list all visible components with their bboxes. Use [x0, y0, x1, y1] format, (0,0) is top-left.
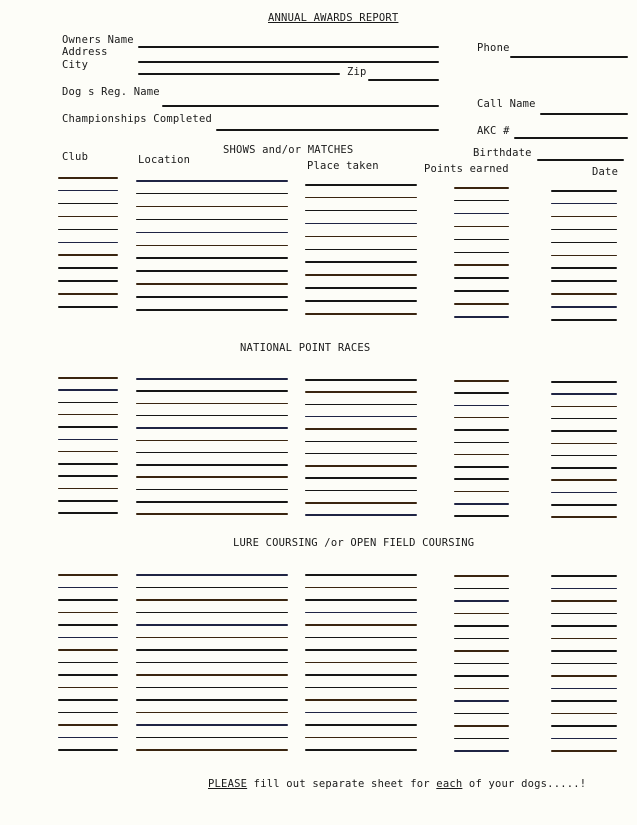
fill-line[interactable] [305, 477, 417, 479]
fill-line[interactable] [136, 440, 288, 442]
fill-line[interactable] [305, 184, 417, 186]
fill-line[interactable] [58, 488, 118, 490]
zip-line[interactable] [368, 79, 439, 81]
fill-line[interactable] [454, 200, 509, 202]
akc-line[interactable] [514, 137, 628, 139]
fill-line[interactable] [551, 190, 617, 192]
fill-line[interactable] [305, 687, 417, 689]
fill-line[interactable] [305, 441, 417, 443]
zip-label: Zip [347, 66, 367, 78]
fill-line[interactable] [58, 389, 118, 391]
fill-line[interactable] [454, 515, 509, 517]
fill-line[interactable] [136, 464, 288, 466]
fill-line[interactable] [454, 316, 509, 318]
city-label: City [62, 59, 89, 71]
fill-line[interactable] [551, 516, 617, 518]
fill-line[interactable] [136, 637, 288, 639]
fill-line[interactable] [58, 612, 118, 614]
fill-line[interactable] [305, 261, 417, 263]
city-line[interactable] [138, 73, 340, 75]
footer-please: PLEASE [208, 778, 248, 790]
fill-line[interactable] [58, 306, 118, 308]
fill-line[interactable] [136, 270, 288, 272]
phone-line[interactable] [510, 56, 628, 58]
fill-line[interactable] [58, 229, 118, 231]
fill-line[interactable] [454, 264, 509, 266]
fill-line[interactable] [454, 613, 509, 615]
fill-line[interactable] [136, 501, 288, 503]
fill-line[interactable] [58, 724, 118, 726]
championships-label: Championships Completed [62, 113, 212, 125]
fill-line[interactable] [305, 699, 417, 701]
fill-line[interactable] [58, 649, 118, 651]
fill-line[interactable] [551, 625, 617, 627]
fill-line[interactable] [58, 377, 118, 379]
fill-line[interactable] [454, 442, 509, 444]
form-title: ANNUAL AWARDS REPORT [268, 12, 399, 24]
fill-line[interactable] [58, 712, 118, 714]
fill-line[interactable] [58, 599, 118, 601]
fill-line[interactable] [136, 206, 288, 208]
phone-label: Phone [477, 42, 510, 54]
fill-line[interactable] [551, 713, 617, 715]
fill-line[interactable] [454, 429, 509, 431]
fill-line[interactable] [454, 738, 509, 740]
fill-line[interactable] [58, 242, 118, 244]
fill-line[interactable] [58, 267, 118, 269]
fill-line[interactable] [454, 405, 509, 407]
fill-line[interactable] [551, 393, 617, 395]
dogs-reg-name-line[interactable] [162, 105, 439, 107]
fill-line[interactable] [136, 662, 288, 664]
fill-line[interactable] [454, 478, 509, 480]
fill-line[interactable] [305, 502, 417, 504]
fill-line[interactable] [136, 489, 288, 491]
fill-line[interactable] [136, 674, 288, 676]
fill-line[interactable] [454, 713, 509, 715]
fill-line[interactable] [58, 280, 118, 282]
fill-line[interactable] [58, 662, 118, 664]
fill-line[interactable] [136, 712, 288, 714]
fill-line[interactable] [454, 750, 509, 752]
birthdate-label: Birthdate [473, 147, 532, 159]
call-name-label: Call Name [477, 98, 536, 110]
fill-line[interactable] [136, 599, 288, 601]
fill-line[interactable] [136, 390, 288, 392]
fill-line[interactable] [58, 439, 118, 441]
fill-line[interactable] [551, 255, 617, 257]
fill-line[interactable] [136, 649, 288, 651]
owners-name-line[interactable] [138, 46, 439, 48]
fill-line[interactable] [551, 293, 617, 295]
column-date: Date [592, 166, 619, 178]
fill-line[interactable] [136, 180, 288, 182]
fill-line[interactable] [58, 463, 118, 465]
fill-line[interactable] [454, 700, 509, 702]
fill-line[interactable] [551, 418, 617, 420]
fill-line[interactable] [305, 599, 417, 601]
fill-line[interactable] [454, 454, 509, 456]
owners-name-label: Owners Name [62, 34, 134, 46]
column-club: Club [62, 151, 89, 163]
fill-line[interactable] [136, 737, 288, 739]
fill-line[interactable] [136, 476, 288, 478]
fill-line[interactable] [305, 404, 417, 406]
fill-line[interactable] [454, 466, 509, 468]
fill-line[interactable] [305, 300, 417, 302]
fill-line[interactable] [58, 451, 118, 453]
fill-line[interactable] [136, 296, 288, 298]
column-points-earned: Points earned [424, 163, 509, 175]
fill-line[interactable] [305, 674, 417, 676]
footer-note [208, 778, 586, 790]
fill-line[interactable] [58, 190, 118, 192]
shows-section-title: SHOWS and/or MATCHES [223, 144, 354, 156]
fill-line[interactable] [551, 675, 617, 677]
dogs-reg-name-label: Dog s Reg. Name [62, 86, 160, 98]
footer-mid: fill out separate sheet for [253, 778, 430, 790]
fill-line[interactable] [58, 699, 118, 701]
fill-line[interactable] [305, 428, 417, 430]
fill-line[interactable] [58, 737, 118, 739]
fill-line[interactable] [551, 406, 617, 408]
fill-line[interactable] [551, 750, 617, 752]
fill-line[interactable] [136, 574, 288, 576]
fill-line[interactable] [305, 574, 417, 576]
fill-line[interactable] [305, 236, 417, 238]
fill-line[interactable] [136, 587, 288, 589]
fill-line[interactable] [136, 612, 288, 614]
column-place-taken: Place taken [307, 160, 379, 172]
fill-line[interactable] [454, 303, 509, 305]
fill-line[interactable] [551, 650, 617, 652]
fill-line[interactable] [454, 226, 509, 228]
fill-line[interactable] [551, 443, 617, 445]
fill-line[interactable] [551, 203, 617, 205]
fill-line[interactable] [551, 216, 617, 218]
fill-line[interactable] [305, 712, 417, 714]
fill-line[interactable] [305, 287, 417, 289]
fill-line[interactable] [58, 402, 118, 404]
fill-line[interactable] [136, 219, 288, 221]
fill-line[interactable] [551, 455, 617, 457]
footer-end: of your dogs.....! [468, 778, 587, 790]
fill-line[interactable] [551, 588, 617, 590]
fill-line[interactable] [551, 725, 617, 727]
fill-line[interactable] [454, 725, 509, 727]
fill-line[interactable] [551, 638, 617, 640]
fill-line[interactable] [136, 403, 288, 405]
column-location: Location [138, 154, 191, 166]
fill-line[interactable] [454, 675, 509, 677]
fill-line[interactable] [305, 197, 417, 199]
fill-line[interactable] [136, 378, 288, 380]
fill-line[interactable] [454, 650, 509, 652]
fill-line[interactable] [136, 699, 288, 701]
fill-line[interactable] [58, 512, 118, 514]
fill-line[interactable] [136, 513, 288, 515]
fill-line[interactable] [58, 687, 118, 689]
fill-line[interactable] [551, 242, 617, 244]
fill-line[interactable] [454, 663, 509, 665]
fill-line[interactable] [551, 319, 617, 321]
fill-line[interactable] [551, 280, 617, 282]
fill-line[interactable] [454, 392, 509, 394]
fill-line[interactable] [454, 575, 509, 577]
fill-line[interactable] [136, 283, 288, 285]
fill-line[interactable] [551, 575, 617, 577]
fill-line[interactable] [551, 306, 617, 308]
fill-line[interactable] [305, 637, 417, 639]
fill-line[interactable] [551, 613, 617, 615]
fill-line[interactable] [305, 210, 417, 212]
fill-line[interactable] [305, 624, 417, 626]
fill-line[interactable] [305, 223, 417, 225]
fill-line[interactable] [305, 274, 417, 276]
fill-line[interactable] [454, 503, 509, 505]
fill-line[interactable] [305, 587, 417, 589]
fill-line[interactable] [58, 426, 118, 428]
fill-line[interactable] [58, 637, 118, 639]
fill-line[interactable] [305, 379, 417, 381]
fill-line[interactable] [551, 267, 617, 269]
fill-line[interactable] [454, 600, 509, 602]
fill-line[interactable] [305, 249, 417, 251]
fill-line[interactable] [551, 663, 617, 665]
fill-line[interactable] [551, 229, 617, 231]
fill-line[interactable] [136, 193, 288, 195]
fill-line[interactable] [454, 625, 509, 627]
fill-line[interactable] [454, 239, 509, 241]
fill-line[interactable] [551, 738, 617, 740]
footer-each: each [436, 778, 463, 790]
fill-line[interactable] [58, 203, 118, 205]
fill-line[interactable] [58, 414, 118, 416]
akc-label: AKC # [477, 125, 510, 137]
fill-line[interactable] [551, 381, 617, 383]
fill-line[interactable] [58, 254, 118, 256]
fill-line[interactable] [551, 700, 617, 702]
fill-line[interactable] [454, 187, 509, 189]
fill-line[interactable] [305, 749, 417, 751]
fill-line[interactable] [136, 309, 288, 311]
fill-line[interactable] [551, 600, 617, 602]
fill-line[interactable] [454, 380, 509, 382]
fill-line[interactable] [454, 252, 509, 254]
fill-line[interactable] [305, 649, 417, 651]
fill-line[interactable] [136, 749, 288, 751]
fill-line[interactable] [136, 724, 288, 726]
address-line[interactable] [138, 61, 439, 63]
fill-line[interactable] [551, 492, 617, 494]
fill-line[interactable] [58, 216, 118, 218]
fill-line[interactable] [551, 504, 617, 506]
fill-line[interactable] [551, 688, 617, 690]
fill-line[interactable] [305, 514, 417, 516]
fill-line[interactable] [58, 475, 118, 477]
fill-line[interactable] [58, 177, 118, 179]
fill-line[interactable] [136, 624, 288, 626]
fill-line[interactable] [58, 749, 118, 751]
call-name-line[interactable] [540, 113, 628, 115]
fill-line[interactable] [305, 490, 417, 492]
fill-line[interactable] [454, 213, 509, 215]
fill-line[interactable] [305, 737, 417, 739]
fill-line[interactable] [454, 277, 509, 279]
fill-line[interactable] [305, 416, 417, 418]
fill-line[interactable] [58, 500, 118, 502]
fill-line[interactable] [454, 688, 509, 690]
fill-line[interactable] [305, 465, 417, 467]
fill-line[interactable] [136, 687, 288, 689]
address-label: Address [62, 46, 108, 58]
fill-line[interactable] [551, 467, 617, 469]
fill-line[interactable] [58, 624, 118, 626]
fill-line[interactable] [305, 662, 417, 664]
fill-line[interactable] [305, 391, 417, 393]
fill-line[interactable] [305, 313, 417, 315]
fill-line[interactable] [305, 724, 417, 726]
birthdate-line[interactable] [537, 159, 624, 161]
fill-line[interactable] [136, 427, 288, 429]
fill-line[interactable] [136, 232, 288, 234]
fill-line[interactable] [454, 638, 509, 640]
fill-line[interactable] [454, 491, 509, 493]
fill-line[interactable] [58, 574, 118, 576]
fill-line[interactable] [136, 245, 288, 247]
fill-line[interactable] [305, 453, 417, 455]
fill-line[interactable] [58, 587, 118, 589]
fill-line[interactable] [454, 588, 509, 590]
fill-line[interactable] [551, 479, 617, 481]
fill-line[interactable] [454, 417, 509, 419]
fill-line[interactable] [58, 674, 118, 676]
fill-line[interactable] [136, 257, 288, 259]
fill-line[interactable] [551, 430, 617, 432]
lure-section-title: LURE COURSING /or OPEN FIELD COURSING [233, 537, 475, 549]
fill-line[interactable] [136, 415, 288, 417]
fill-line[interactable] [58, 293, 118, 295]
championships-line[interactable] [216, 129, 439, 131]
fill-line[interactable] [305, 612, 417, 614]
fill-line[interactable] [454, 290, 509, 292]
national-section-title: NATIONAL POINT RACES [240, 342, 371, 354]
fill-line[interactable] [136, 452, 288, 454]
